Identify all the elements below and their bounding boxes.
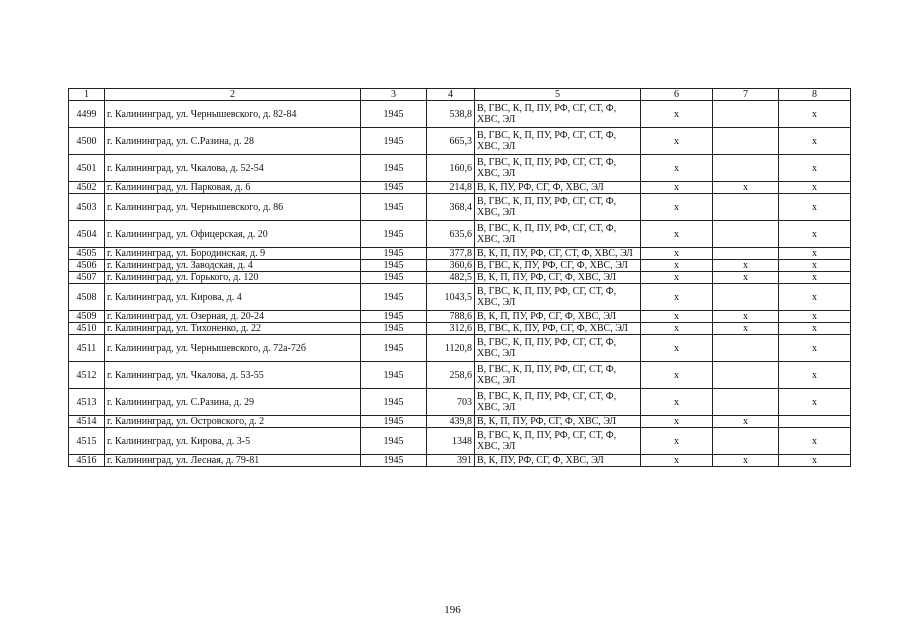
year-cell: 1945	[361, 155, 427, 182]
year-cell: 1945	[361, 362, 427, 389]
row-number-cell: 4514	[69, 416, 105, 428]
utilities-cell: В, К, ПУ, РФ, СГ, Ф, ХВС, ЭЛ	[475, 182, 641, 194]
table-row	[69, 416, 851, 428]
year-cell: 1945	[361, 128, 427, 155]
year-cell: 1945	[361, 323, 427, 335]
table-row	[69, 272, 851, 284]
table-row	[69, 194, 851, 221]
address-cell: г. Калининград, ул. Парковая, д. 6	[105, 182, 361, 194]
utilities-cell: В, К, П, ПУ, РФ, СГ, СТ, Ф, ХВС, ЭЛ	[475, 248, 641, 260]
row-number-cell: 4502	[69, 182, 105, 194]
address-cell: г. Калининград, ул. С.Разина, д. 28	[105, 128, 361, 155]
column-header: 4	[427, 89, 475, 101]
mark-cell-7	[713, 389, 779, 416]
mark-cell-6: х	[641, 101, 713, 128]
utilities-cell: В, ГВС, К, П, ПУ, РФ, СГ, СТ, Ф, ХВС, ЭЛ	[475, 194, 641, 221]
area-cell: 1120,8	[427, 335, 475, 362]
address-cell: г. Калининград, ул. Лесная, д. 79-81	[105, 455, 361, 467]
mark-cell-6: х	[641, 284, 713, 311]
area-cell: 538,8	[427, 101, 475, 128]
row-number-cell: 4506	[69, 260, 105, 272]
mark-cell-6: х	[641, 311, 713, 323]
address-cell: г. Калининград, ул. Заводская, д. 4	[105, 260, 361, 272]
table-row	[69, 260, 851, 272]
address-cell: г. Калининград, ул. Горького, д. 120	[105, 272, 361, 284]
mark-cell-8: х	[779, 260, 851, 272]
page-number: 196	[444, 604, 461, 616]
mark-cell-6: х	[641, 272, 713, 284]
mark-cell-7: х	[713, 455, 779, 467]
column-header: 2	[105, 89, 361, 101]
table-row	[69, 428, 851, 455]
address-cell: г. Калининград, ул. Тихоненко, д. 22	[105, 323, 361, 335]
column-header: 3	[361, 89, 427, 101]
year-cell: 1945	[361, 260, 427, 272]
mark-cell-7	[713, 194, 779, 221]
mark-cell-6: х	[641, 416, 713, 428]
utilities-cell: В, К, П, ПУ, РФ, СГ, Ф, ХВС, ЭЛ	[475, 311, 641, 323]
year-cell: 1945	[361, 101, 427, 128]
table-row	[69, 311, 851, 323]
mark-cell-6: х	[641, 128, 713, 155]
column-header: 7	[713, 89, 779, 101]
mark-cell-7	[713, 155, 779, 182]
table-row	[69, 155, 851, 182]
utilities-cell: В, ГВС, К, ПУ, РФ, СГ, Ф, ХВС, ЭЛ	[475, 323, 641, 335]
mark-cell-7	[713, 284, 779, 311]
address-cell: г. Калининград, ул. Кирова, д. 4	[105, 284, 361, 311]
row-number-cell: 4515	[69, 428, 105, 455]
utilities-cell: В, ГВС, К, П, ПУ, РФ, СГ, СТ, Ф, ХВС, ЭЛ	[475, 101, 641, 128]
table-row	[69, 362, 851, 389]
utilities-cell: В, ГВС, К, П, ПУ, РФ, СГ, СТ, Ф, ХВС, ЭЛ	[475, 128, 641, 155]
year-cell: 1945	[361, 389, 427, 416]
address-cell: г. Калининград, ул. Кирова, д. 3-5	[105, 428, 361, 455]
mark-cell-6: х	[641, 323, 713, 335]
row-number-cell: 4510	[69, 323, 105, 335]
mark-cell-8: х	[779, 335, 851, 362]
mark-cell-6: х	[641, 428, 713, 455]
year-cell: 1945	[361, 335, 427, 362]
table-row	[69, 182, 851, 194]
mark-cell-8: х	[779, 389, 851, 416]
area-cell: 1348	[427, 428, 475, 455]
mark-cell-8: х	[779, 311, 851, 323]
table-row	[69, 335, 851, 362]
table-body	[69, 89, 851, 467]
utilities-cell: В, ГВС, К, П, ПУ, РФ, СГ, СТ, Ф, ХВС, ЭЛ	[475, 362, 641, 389]
area-cell: 665,3	[427, 128, 475, 155]
year-cell: 1945	[361, 182, 427, 194]
utilities-cell: В, ГВС, К, П, ПУ, РФ, СГ, СТ, Ф, ХВС, ЭЛ	[475, 155, 641, 182]
address-cell: г. Калининград, ул. С.Разина, д. 29	[105, 389, 361, 416]
mark-cell-7: х	[713, 260, 779, 272]
row-number-cell: 4513	[69, 389, 105, 416]
housing-registry-table	[68, 88, 851, 467]
mark-cell-7	[713, 101, 779, 128]
row-number-cell: 4512	[69, 362, 105, 389]
address-cell: г. Калининград, ул. Чкалова, д. 53-55	[105, 362, 361, 389]
year-cell: 1945	[361, 311, 427, 323]
mark-cell-6: х	[641, 248, 713, 260]
mark-cell-6: х	[641, 194, 713, 221]
mark-cell-8: х	[779, 155, 851, 182]
area-cell: 703	[427, 389, 475, 416]
area-cell: 482,5	[427, 272, 475, 284]
address-cell: г. Калининград, ул. Чернышевского, д. 72а-72б	[105, 335, 361, 362]
mark-cell-8: х	[779, 101, 851, 128]
row-number-cell: 4516	[69, 455, 105, 467]
mark-cell-6: х	[641, 260, 713, 272]
area-cell: 788,6	[427, 311, 475, 323]
address-cell: г. Калининград, ул. Офицерская, д. 20	[105, 221, 361, 248]
area-cell: 360,6	[427, 260, 475, 272]
address-cell: г. Калининград, ул. Островского, д. 2	[105, 416, 361, 428]
utilities-cell: В, К, ПУ, РФ, СГ, Ф, ХВС, ЭЛ	[475, 455, 641, 467]
mark-cell-6: х	[641, 155, 713, 182]
area-cell: 391	[427, 455, 475, 467]
address-cell: г. Калининград, ул. Бородинская, д. 9	[105, 248, 361, 260]
utilities-cell: В, ГВС, К, П, ПУ, РФ, СГ, СТ, Ф, ХВС, ЭЛ	[475, 284, 641, 311]
utilities-cell: В, ГВС, К, ПУ, РФ, СГ, Ф, ХВС, ЭЛ	[475, 260, 641, 272]
table-row	[69, 284, 851, 311]
mark-cell-7: х	[713, 182, 779, 194]
mark-cell-8	[779, 416, 851, 428]
mark-cell-8: х	[779, 428, 851, 455]
mark-cell-7: х	[713, 272, 779, 284]
table-row	[69, 323, 851, 335]
mark-cell-7	[713, 362, 779, 389]
mark-cell-8: х	[779, 272, 851, 284]
table-header-row	[69, 89, 851, 101]
row-number-cell: 4499	[69, 101, 105, 128]
area-cell: 312,6	[427, 323, 475, 335]
utilities-cell: В, ГВС, К, П, ПУ, РФ, СГ, СТ, Ф, ХВС, ЭЛ	[475, 389, 641, 416]
mark-cell-7: х	[713, 311, 779, 323]
table-row	[69, 455, 851, 467]
mark-cell-7: х	[713, 416, 779, 428]
address-cell: г. Калининград, ул. Озерная, д. 20-24	[105, 311, 361, 323]
area-cell: 258,6	[427, 362, 475, 389]
area-cell: 439,8	[427, 416, 475, 428]
mark-cell-7	[713, 221, 779, 248]
year-cell: 1945	[361, 248, 427, 260]
row-number-cell: 4511	[69, 335, 105, 362]
year-cell: 1945	[361, 416, 427, 428]
mark-cell-7	[713, 128, 779, 155]
column-header: 1	[69, 89, 105, 101]
row-number-cell: 4504	[69, 221, 105, 248]
address-cell: г. Калининград, ул. Чкалова, д. 52-54	[105, 155, 361, 182]
column-header: 6	[641, 89, 713, 101]
utilities-cell: В, ГВС, К, П, ПУ, РФ, СГ, СТ, Ф, ХВС, ЭЛ	[475, 335, 641, 362]
row-number-cell: 4509	[69, 311, 105, 323]
row-number-cell: 4507	[69, 272, 105, 284]
year-cell: 1945	[361, 428, 427, 455]
row-number-cell: 4503	[69, 194, 105, 221]
mark-cell-6: х	[641, 455, 713, 467]
area-cell: 368,4	[427, 194, 475, 221]
mark-cell-8: х	[779, 362, 851, 389]
address-cell: г. Калининград, ул. Чернышевского, д. 82-84	[105, 101, 361, 128]
table-row	[69, 101, 851, 128]
table-row	[69, 389, 851, 416]
utilities-cell: В, ГВС, К, П, ПУ, РФ, СГ, СТ, Ф, ХВС, ЭЛ	[475, 428, 641, 455]
utilities-cell: В, ГВС, К, П, ПУ, РФ, СГ, СТ, Ф, ХВС, ЭЛ	[475, 221, 641, 248]
mark-cell-7	[713, 248, 779, 260]
address-cell: г. Калининград, ул. Чернышевского, д. 86	[105, 194, 361, 221]
utilities-cell: В, К, П, ПУ, РФ, СГ, Ф, ХВС, ЭЛ	[475, 416, 641, 428]
mark-cell-8: х	[779, 221, 851, 248]
mark-cell-8: х	[779, 248, 851, 260]
mark-cell-6: х	[641, 362, 713, 389]
mark-cell-7	[713, 335, 779, 362]
year-cell: 1945	[361, 194, 427, 221]
mark-cell-6: х	[641, 221, 713, 248]
row-number-cell: 4501	[69, 155, 105, 182]
mark-cell-7	[713, 428, 779, 455]
year-cell: 1945	[361, 455, 427, 467]
area-cell: 214,8	[427, 182, 475, 194]
mark-cell-8: х	[779, 323, 851, 335]
area-cell: 160,6	[427, 155, 475, 182]
mark-cell-7: х	[713, 323, 779, 335]
year-cell: 1945	[361, 221, 427, 248]
row-number-cell: 4508	[69, 284, 105, 311]
mark-cell-8: х	[779, 455, 851, 467]
row-number-cell: 4500	[69, 128, 105, 155]
mark-cell-6: х	[641, 182, 713, 194]
table-row	[69, 128, 851, 155]
column-header: 8	[779, 89, 851, 101]
column-header: 5	[475, 89, 641, 101]
mark-cell-6: х	[641, 389, 713, 416]
area-cell: 377,8	[427, 248, 475, 260]
table-row	[69, 221, 851, 248]
row-number-cell: 4505	[69, 248, 105, 260]
mark-cell-8: х	[779, 128, 851, 155]
mark-cell-6: х	[641, 335, 713, 362]
year-cell: 1945	[361, 284, 427, 311]
area-cell: 635,6	[427, 221, 475, 248]
utilities-cell: В, К, П, ПУ, РФ, СГ, Ф, ХВС, ЭЛ	[475, 272, 641, 284]
table-row	[69, 248, 851, 260]
mark-cell-8: х	[779, 182, 851, 194]
mark-cell-8: х	[779, 194, 851, 221]
mark-cell-8: х	[779, 284, 851, 311]
area-cell: 1043,5	[427, 284, 475, 311]
year-cell: 1945	[361, 272, 427, 284]
